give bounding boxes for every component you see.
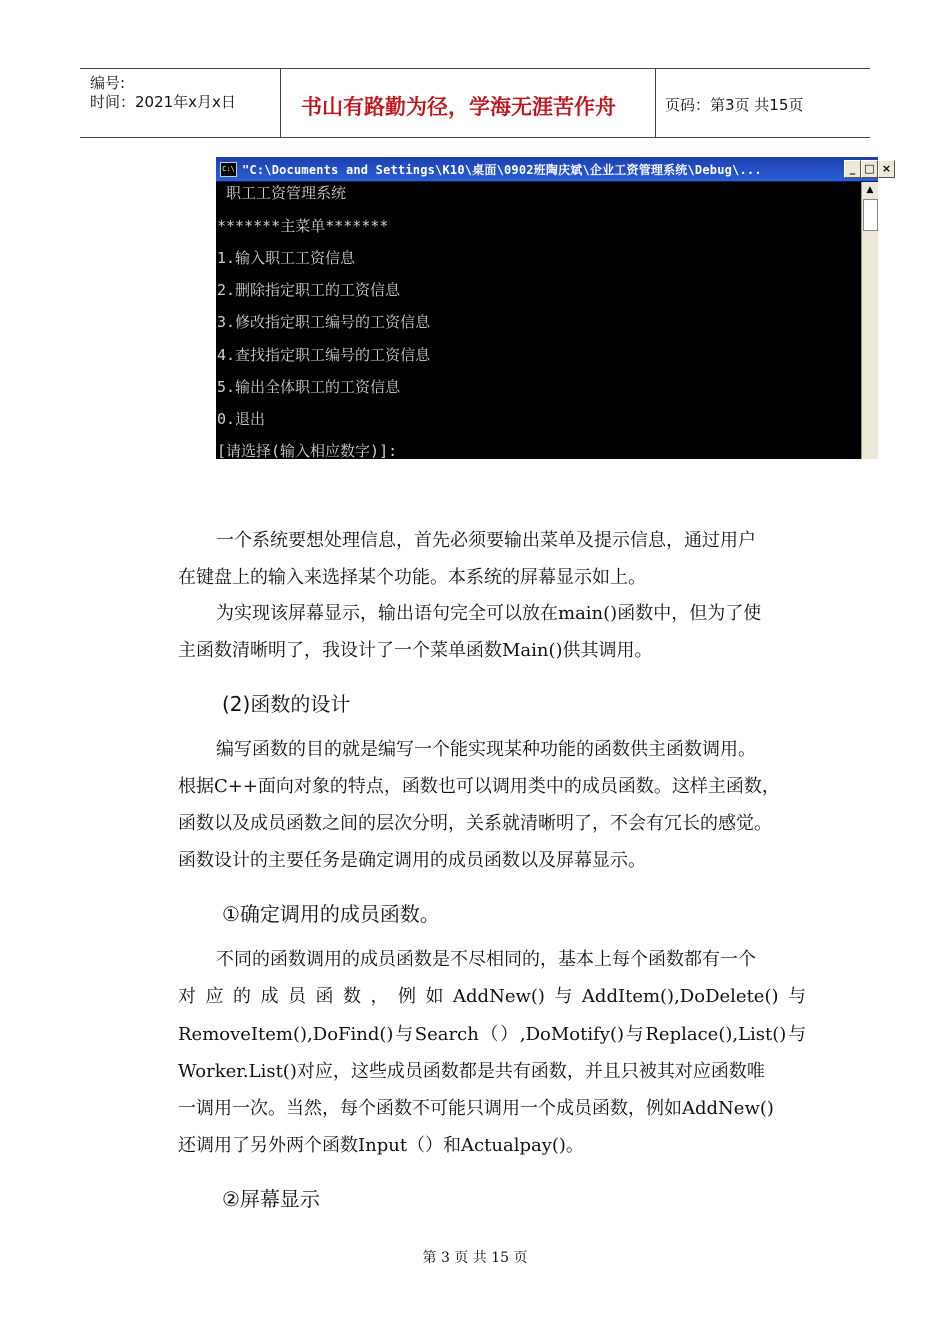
console-line: 5.输出全体职工的工资信息 (217, 378, 401, 396)
console-title: "C:\Documents and Settings\K10\桌面\0902班陶庆斌\企业工资管理系统\Debug\... (242, 163, 762, 177)
close-button[interactable]: × (878, 160, 895, 178)
page-header (80, 68, 870, 138)
paragraph-line: 编写函数的目的就是编写一个能实现某种功能的函数供主函数调用。 (216, 739, 756, 760)
paragraph-line: 主函数清晰明了，我设计了一个菜单函数Main()供其调用。 (178, 640, 653, 661)
console-window (216, 157, 892, 460)
paragraph-line: Worker.List()对应，这些成员函数都是共有函数，并且只被其对应函数唯 (178, 1061, 765, 1082)
header-page-cell (655, 69, 870, 137)
console-line: 1.输入职工工资信息 (217, 249, 356, 267)
console-prompt: [请选择(输入相应数字)]: (217, 442, 398, 460)
paragraph-line: 还调用了另外两个函数Input（）和Actualpay()。 (178, 1135, 584, 1156)
page-footer: 第 3 页 共 15 页 (422, 1250, 528, 1266)
section-heading: (2)函数的设计 (222, 692, 351, 716)
console-scrollbar[interactable] (861, 182, 878, 459)
page-label: 页码：第3页 共15页 (665, 96, 804, 114)
paragraph-line: 一个系统要想处理信息，首先必须要输出菜单及提示信息，通过用户 (216, 530, 756, 551)
paragraph-line: 函数设计的主要任务是确定调用的成员函数以及屏幕显示。 (178, 850, 646, 871)
header-motto-cell (280, 69, 656, 137)
console-line: 职工工资管理系统 (226, 184, 347, 202)
paragraph-line: 不同的函数调用的成员函数是不尽相同的，基本上每个函数都有一个 (216, 949, 756, 970)
scroll-thumb[interactable] (863, 199, 878, 231)
console-line: *******主菜单******* (217, 217, 389, 235)
console-line: 2.删除指定职工的工资信息 (217, 281, 401, 299)
subsection-heading: ①确定调用的成员函数。 (222, 902, 440, 926)
console-titlebar[interactable] (216, 157, 892, 182)
minimize-button[interactable]: _ (844, 160, 861, 178)
paragraph-line: 函数以及成员函数之间的层次分明，关系就清晰明了，不会有冗长的感觉。 (178, 813, 772, 834)
paragraph-line: 为实现该屏幕显示，输出语句完全可以放在main()函数中，但为了使 (216, 603, 762, 624)
console-line: 4.查找指定职工编号的工资信息 (217, 346, 431, 364)
console-line: 0.退出 (217, 410, 266, 428)
paragraph-line: 一调用一次。当然，每个函数不可能只调用一个成员函数，例如AddNew() (178, 1098, 774, 1119)
maximize-button[interactable]: □ (861, 160, 878, 178)
scroll-up-icon[interactable]: ▲ (866, 185, 874, 195)
motto: 书山有路勤为径，学海无涯苦作舟 (301, 95, 616, 119)
paragraph-line: 对应的成员函数，例如AddNew()与AddItem(),DoDelete()与 (178, 986, 806, 1007)
header-info-cell (80, 69, 280, 137)
subsection-heading: ②屏幕显示 (222, 1187, 320, 1211)
paragraph-line: 在键盘上的输入来选择某个功能。本系统的屏幕显示如上。 (178, 567, 646, 588)
console-output (216, 182, 862, 459)
paragraph-line: RemoveItem(),DoFind()与Search（）,DoMotify()与Replace(),List()与 (178, 1024, 806, 1045)
console-line: 3.修改指定职工编号的工资信息 (217, 313, 431, 331)
cmd-icon: C:\ (220, 162, 237, 177)
number-label: 编号: (90, 74, 126, 92)
paragraph-line: 根据C++面向对象的特点，函数也可以调用类中的成员函数。这样主函数， (178, 776, 780, 797)
time-label: 时间：2021年x月x日 (90, 93, 236, 111)
